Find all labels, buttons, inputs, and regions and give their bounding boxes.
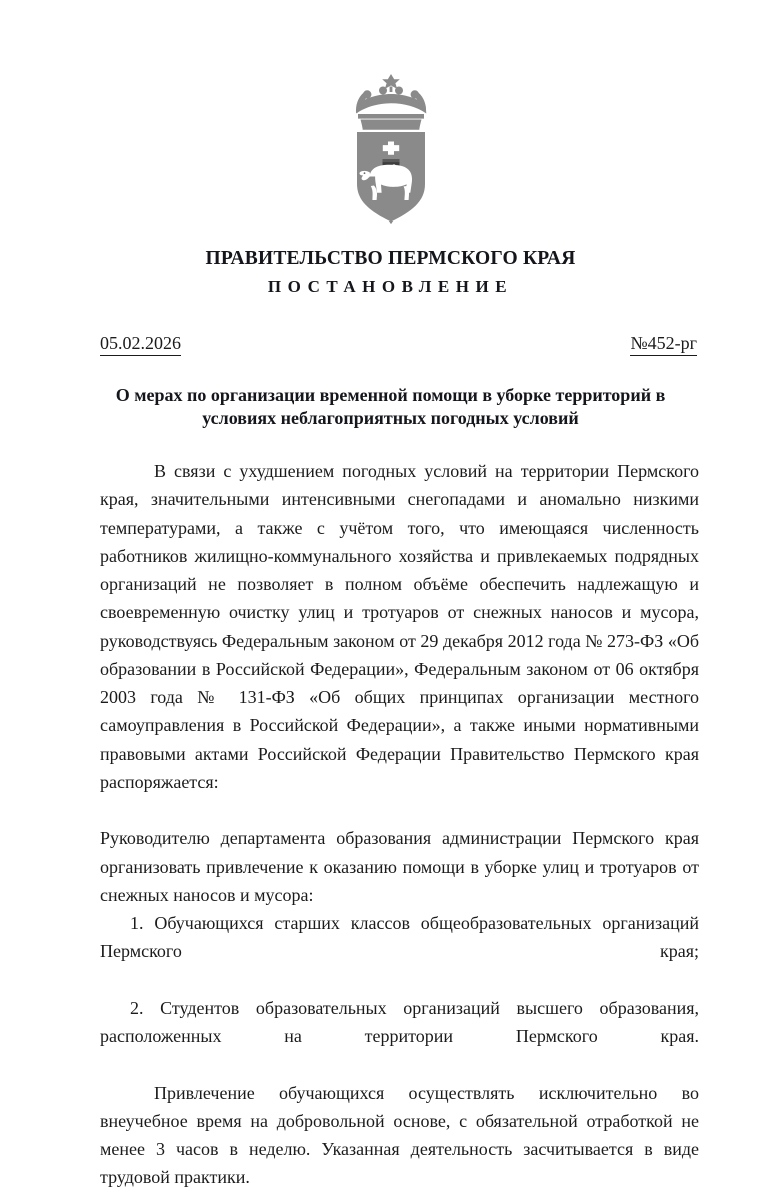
body-list-item-1: 1. Обучающихся старших классов общеобразовательных организаций Пермского края; xyxy=(100,913,699,962)
page-title-organization: ПРАВИТЕЛЬСТВО ПЕРМСКОГО КРАЯ xyxy=(205,248,576,269)
emblem-container xyxy=(0,0,781,224)
document-body xyxy=(0,457,781,1192)
body-paragraph-instruction: Руководителю департамента образования администрации Пермского края организовать привлечение к оказанию помощи в уборке улиц и тротуаров от снежных наносов и мусора: xyxy=(100,828,699,905)
document-kind-heading: ПОСТАНОВЛЕНИЕ xyxy=(267,277,514,296)
body-paragraph-closing: Привлечение обучающихся осуществлять исключительно во внеучебное время на добровольной основе, с обязательной отработкой не менее 3 часов в неделю. Указанная деятельность засчитывается в виде трудовой практики. xyxy=(100,1082,699,1188)
document-subject: О мерах по организации временной помощи в уборке территорий в условиях неблагоприятных погодных условий xyxy=(115,384,666,429)
coat-of-arms-perm-krai-icon xyxy=(329,72,453,224)
document-meta-row xyxy=(0,333,781,356)
body-paragraph-preamble: В связи с ухудшением погодных условий на территории Пермского края, значительными интенсивными снегопадами и аномально низкими температурами, а также с учётом того, что имеющаяся численность работников жилищно-коммунального хозяйства и привлекаемых подрядных организаций не позволяет в полном объёме обеспечить надлежащую и своевременную очистку улиц и тротуаров от снежных наносов и мусора, руководствуясь Федеральным законом от 29 декабря 2012 года № 273-ФЗ «Об образовании в Российской Федерации», Федеральным законом от 06 октября 2003 года № 131-ФЗ «Об общих принципах организации местного самоуправления в Российской Федерации», а также иными нормативными правовыми актами Российской Федерации Правительство Пермского края распоряжается: xyxy=(100,461,699,792)
document-date: 05.02.2026 xyxy=(100,333,181,356)
body-list-item-2: 2. Студентов образовательных организаций высшего образования, расположенных на территории Пермского края. xyxy=(100,997,699,1047)
document-number: №452-рг xyxy=(630,333,697,356)
